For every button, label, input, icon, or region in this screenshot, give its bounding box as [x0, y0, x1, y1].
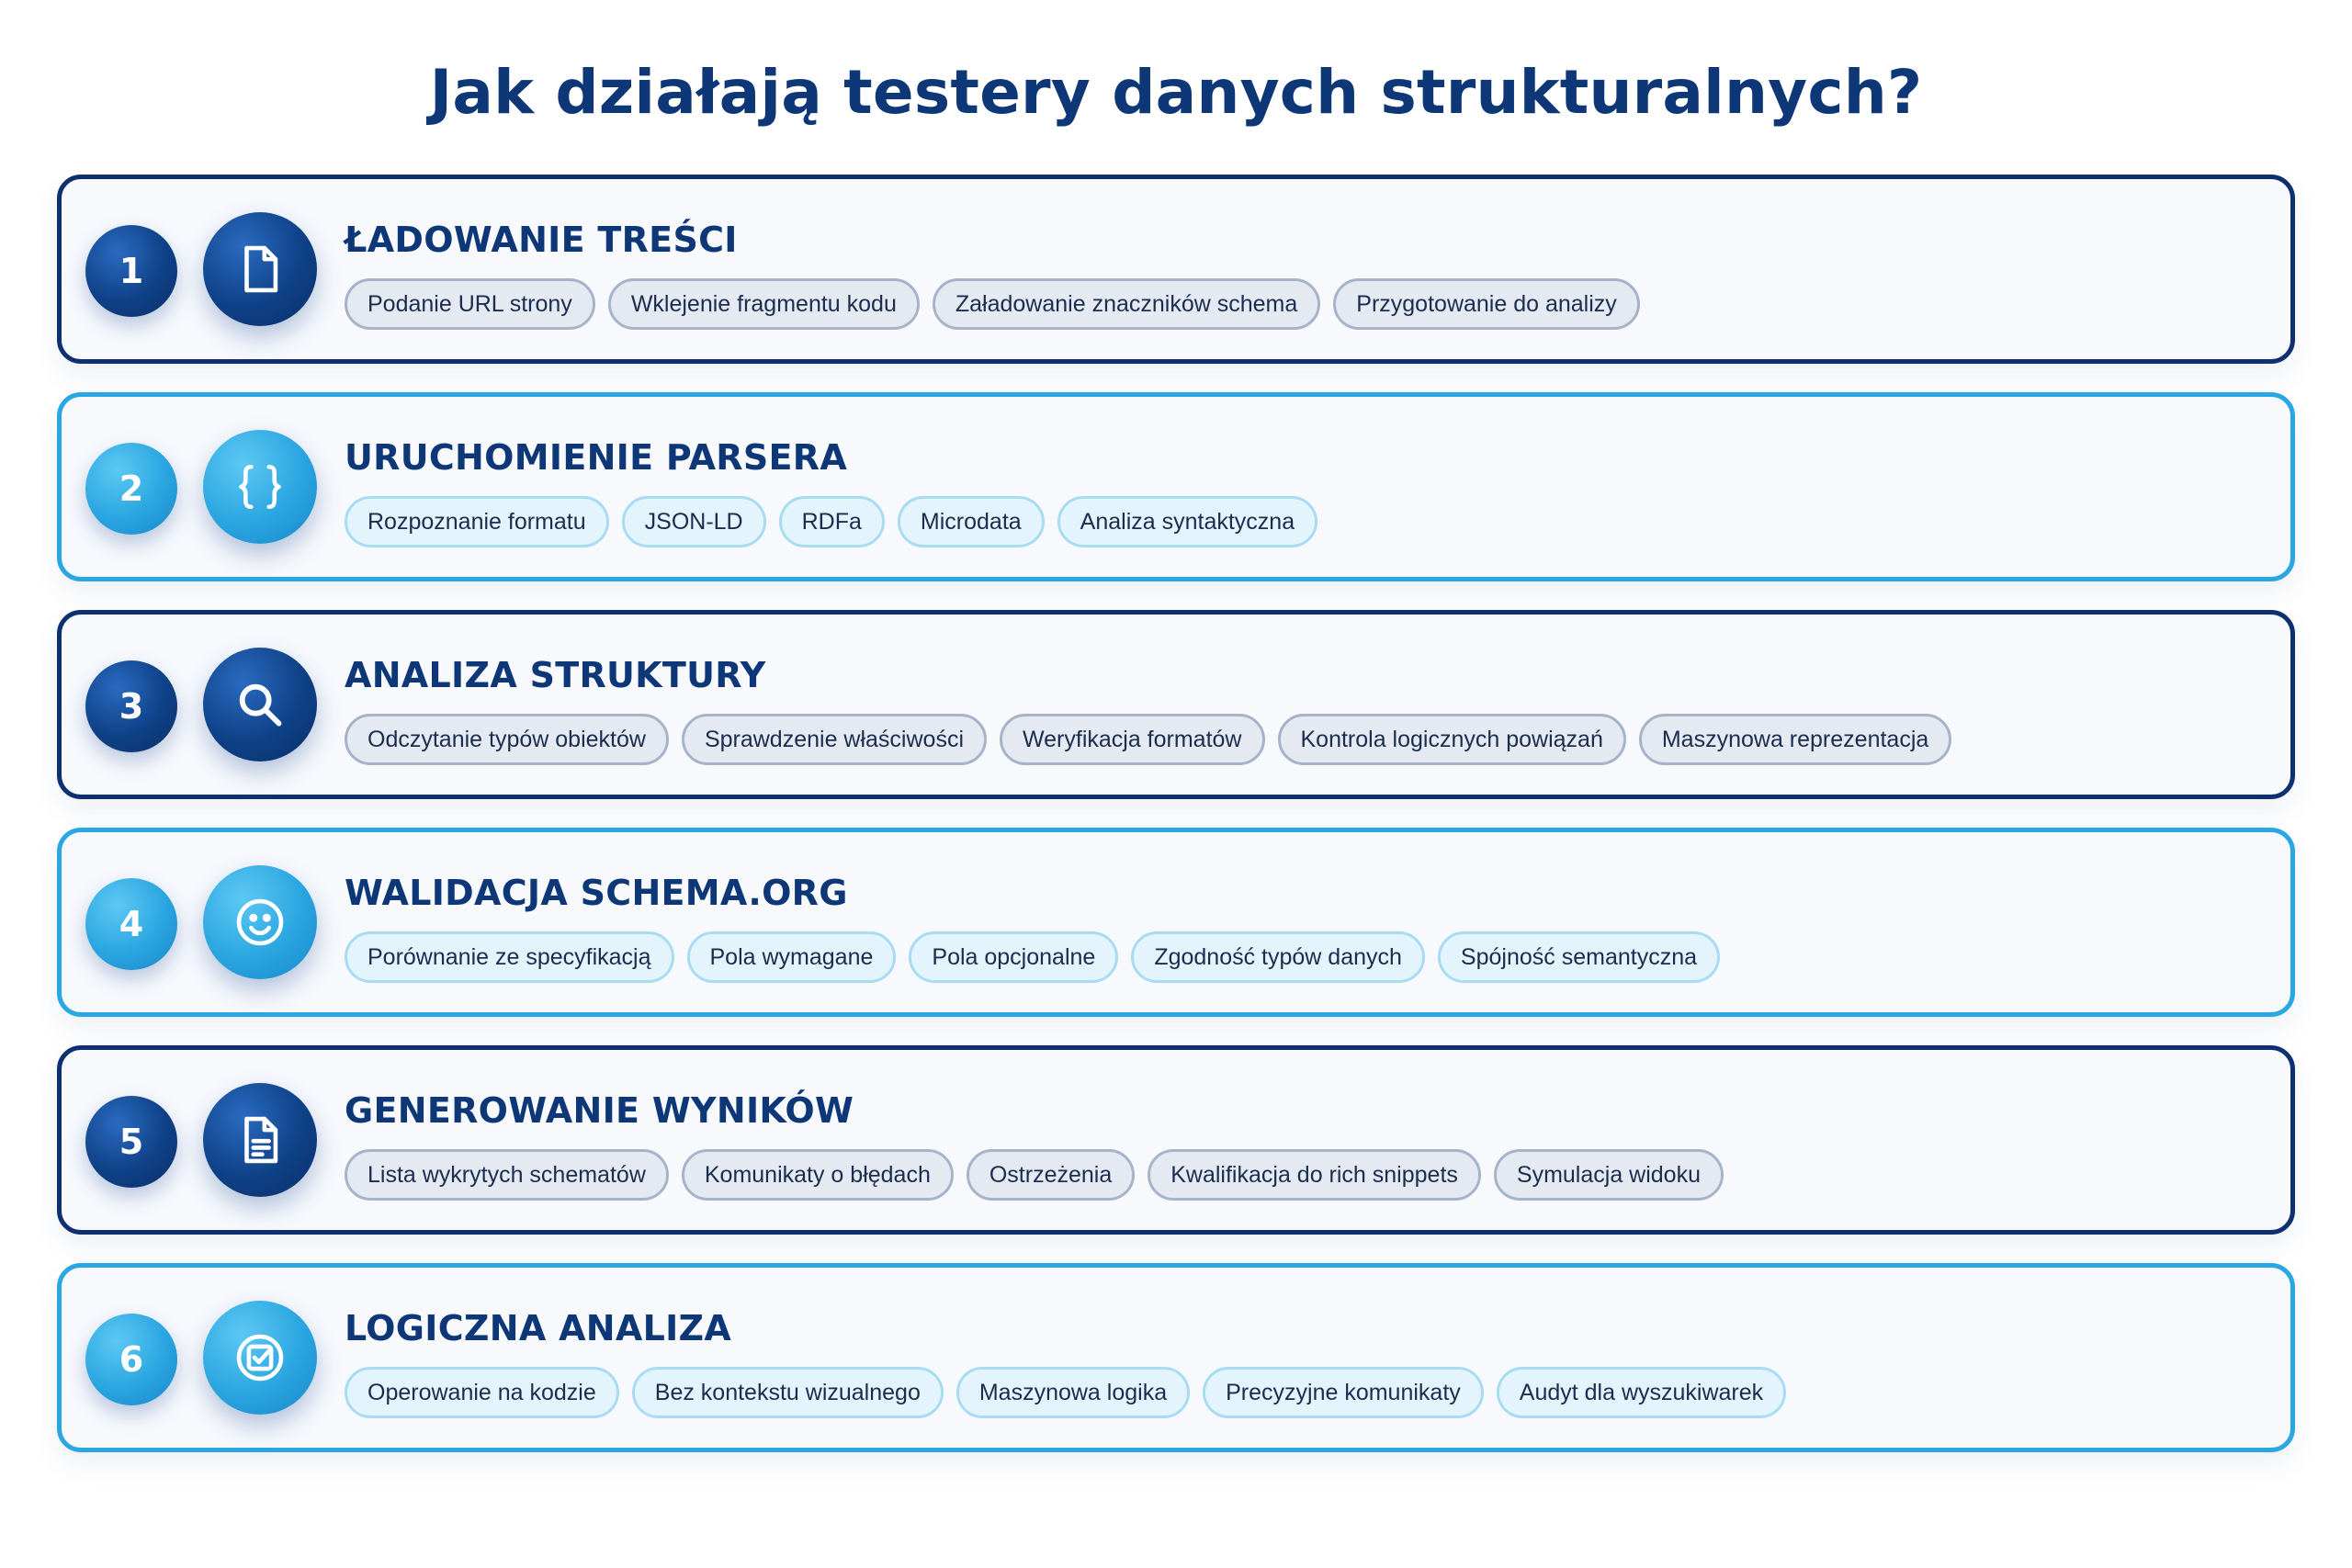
tag-chip: Operowanie na kodzie	[345, 1367, 619, 1418]
step-card-5	[57, 1045, 2295, 1235]
tag-chip: Maszynowa logika	[956, 1367, 1190, 1418]
tag-chip: Podanie URL strony	[345, 278, 595, 330]
tag-chip: Maszynowa reprezentacja	[1639, 714, 1951, 765]
tag-chip: Kontrola logicznych powiązań	[1278, 714, 1626, 765]
tag-chip: Bez kontekstu wizualnego	[632, 1367, 944, 1418]
step-card-3	[57, 610, 2295, 799]
step-card-2	[57, 392, 2295, 581]
step-number: 1	[85, 225, 177, 317]
tag-chip: Lista wykrytych schematów	[345, 1149, 669, 1201]
tag-chip: Analiza syntaktyczna	[1057, 496, 1317, 547]
step-tags	[345, 278, 1640, 330]
tag-chip: Pola opcjonalne	[909, 931, 1118, 983]
tag-chip: Rozpoznanie formatu	[345, 496, 609, 547]
step-title: GENEROWANIE WYNIKÓW	[345, 1090, 854, 1131]
tag-chip: Przygotowanie do analizy	[1333, 278, 1640, 330]
step-title: URUCHOMIENIE PARSERA	[345, 437, 848, 478]
step-number: 4	[85, 878, 177, 970]
step-card-6	[57, 1263, 2295, 1452]
code-braces-icon	[203, 430, 317, 544]
tag-chip: Precyzyjne komunikaty	[1203, 1367, 1484, 1418]
step-tags	[345, 714, 1951, 765]
step-number: 6	[85, 1314, 177, 1405]
step-number: 5	[85, 1096, 177, 1188]
step-tags	[345, 496, 1317, 547]
tag-chip: Odczytanie typów obiektów	[345, 714, 669, 765]
step-card-1	[57, 175, 2295, 364]
tag-chip: Załadowanie znaczników schema	[933, 278, 1320, 330]
tag-chip: Sprawdzenie właściwości	[682, 714, 987, 765]
step-number: 2	[85, 443, 177, 535]
tag-chip: Symulacja widoku	[1494, 1149, 1724, 1201]
search-icon	[203, 648, 317, 761]
step-title: ANALIZA STRUKTURY	[345, 655, 766, 695]
tag-chip: Ostrzeżenia	[967, 1149, 1135, 1201]
step-tags	[345, 1367, 1786, 1418]
verified-check-icon	[203, 1301, 317, 1415]
tag-chip: Weryfikacja formatów	[1000, 714, 1265, 765]
step-tags	[345, 931, 1720, 983]
tag-chip: Kwalifikacja do rich snippets	[1148, 1149, 1481, 1201]
document-icon	[203, 212, 317, 326]
tag-chip: Porównanie ze specyfikacją	[345, 931, 674, 983]
tag-chip: JSON-LD	[622, 496, 766, 547]
report-document-icon	[203, 1083, 317, 1197]
tag-chip: Microdata	[898, 496, 1045, 547]
tag-chip: Wklejenie fragmentu kodu	[608, 278, 920, 330]
step-title: ŁADOWANIE TREŚCI	[345, 220, 738, 260]
tag-chip: Audyt dla wyszukiwarek	[1497, 1367, 1786, 1418]
page-title: Jak działają testery danych strukturalnych?	[429, 57, 1923, 128]
tag-chip: Zgodność typów danych	[1131, 931, 1425, 983]
step-title: LOGICZNA ANALIZA	[345, 1308, 732, 1348]
step-number: 3	[85, 660, 177, 752]
step-tags	[345, 1149, 1724, 1201]
smiley-icon	[203, 865, 317, 979]
tag-chip: RDFa	[779, 496, 885, 547]
step-card-4	[57, 828, 2295, 1017]
step-title: WALIDACJA SCHEMA.ORG	[345, 873, 848, 913]
tag-chip: Spójność semantyczna	[1438, 931, 1720, 983]
tag-chip: Komunikaty o błędach	[682, 1149, 954, 1201]
tag-chip: Pola wymagane	[687, 931, 897, 983]
